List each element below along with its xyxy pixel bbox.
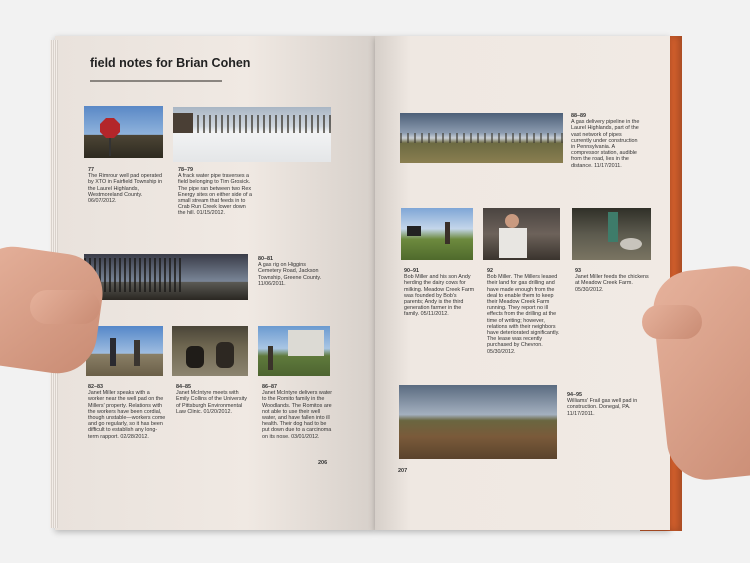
caption-93: 93 Janet Miller feeds the chickens at Meadow Creek Farm. 05/30/2012. [575,268,649,293]
title-rule [90,80,222,82]
caption-86-87: 86–87 Janet McIntyre delivers water to the Romito family in the Woodlands. The Romitos are not able to use their well water, and have fallen into ill health. Their dog had to be put down due to a carcinoma on its nose. 03/01/2012. [262,384,333,440]
caption-92: 92 Bob Miller. The Millers leased their land for gas drilling and have made enough from the deal to enable them to keep their Meadow Creek Farm running. They report no ill effects from the drilling at the time of writing; however, relations with their neighbors have deteriorated significantly. The lease was recently purchased by Chevron. 05/30/2012. [487,268,560,355]
right-thumb [642,305,702,339]
caption-94-95: 94–95 Williams' Frail gas well pad in construction. Donegal, PA. 11/17/2011. [567,392,638,417]
caption-90-91: 90–91 Bob Miller and his son Andy herding the dairy cows for milking. Meadow Creek Farm was founded by Bob's parents; Andy is the third generation farmer in the family. 05/11/2012. [404,268,475,318]
photo-78-79 [173,107,331,162]
photo-77 [84,106,163,158]
photo-88-89 [400,113,563,163]
page-number-left: 206 [318,460,328,466]
photo-94-95 [399,385,557,459]
caption-88-89: 88–89 A gas delivery pipeline in the Laurel Highlands, part of the vast network of pipes currently under construction in Pennsylvania. A compressor station, audible from the road, lies in the distance. 11/17/2011. [571,113,640,169]
photo-80-81 [84,254,248,300]
book-title: field notes for Brian Cohen [90,56,251,70]
caption-77: 77 The Rimrour well pad operated by XTO in Fairfield Township in the Laurel Highlands, Westmoreland County. 06/07/2012. [88,167,163,205]
left-thumb [30,290,100,324]
photo-90-91 [401,208,473,260]
page-number-right: 207 [398,468,408,474]
caption-78-79: 78–79 A frack water pipe traverses a field belonging to Tim Grosick. The pipe ran between two Rex Energy sites on either side of a small stream that feeds in to Crab Run Creek lower down the hill. 01/15/2012. [178,167,253,217]
caption-84-85: 84–85 Janet McIntyre meets with Emily Collins of the University of Pittsburgh Environmental Law Clinic. 01/20/2012. [176,384,247,415]
photo-93 [572,208,651,260]
photo-86-87 [258,326,330,376]
photo-82-83 [86,326,163,376]
photo-92 [483,208,560,260]
photo-84-85 [172,326,248,376]
caption-82-83: 82–83 Janet Miller speaks with a worker near the well pad on the Millers' property. Relations with the workers have been cordial, though unstable—workers come and go regularly, so it has been difficult to establish any long-term rapport. 02/28/2012. [88,384,166,440]
caption-80-81: 80–81 A gas rig on Higgins Cemetery Road, Jackson Township, Greene County. 11/06/2011. [258,256,322,287]
